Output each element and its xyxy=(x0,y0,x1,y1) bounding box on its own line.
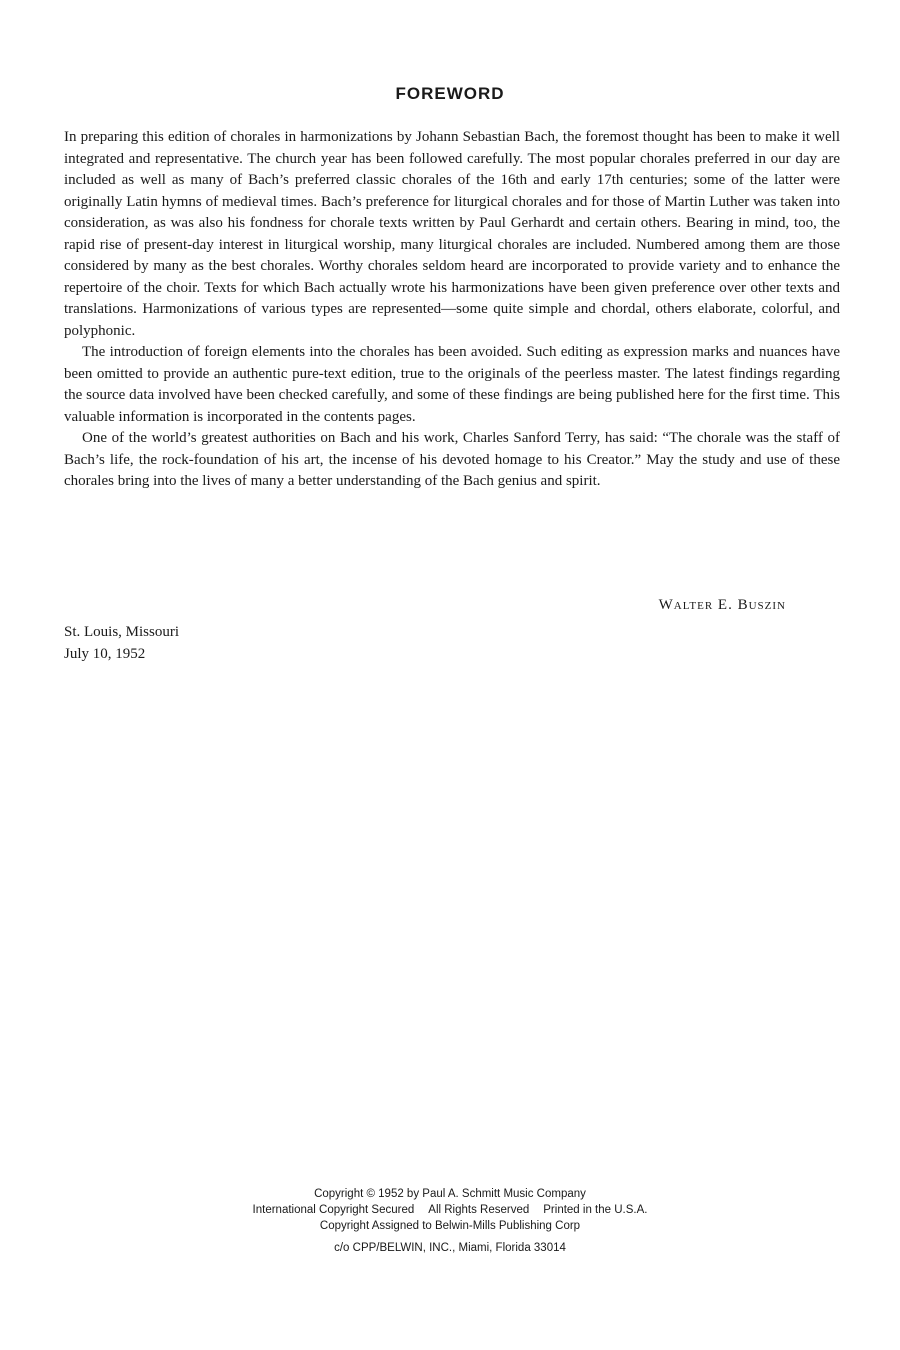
author-signature: Walter E. Buszin xyxy=(658,597,786,613)
place: St. Louis, Missouri xyxy=(64,624,180,640)
foreword-body xyxy=(64,127,840,493)
page-title: FOREWORD xyxy=(395,84,505,103)
copyright-line-2 xyxy=(0,1202,900,1218)
place-and-date xyxy=(64,621,179,665)
copyright-line-3: Copyright Assigned to Belwin-Mills Publishing Corp xyxy=(319,1220,581,1232)
copyright-secured: International Copyright Secured xyxy=(252,1204,415,1216)
paragraph-3: One of the world’s greatest authorities on Bach and his work, Charles Sanford Terry, has said: “The chorale was the staff of Bach’s life, the rock-foundation of his art, the incense of his devoted homage to his Creator.” May the study and use of these chorales bring into the lives of many a better understanding of the Bach genius and spirit. xyxy=(64,430,840,489)
paragraph-1: In preparing this edition of chorales in harmonizations by Johann Sebastian Bach, the foremost thought has been to make it well integrated and representative. The church year has been followed carefully. The most popular chorales preferred in our day are included as well as many of Bach’s preferred classic chorales of the 16th and early 17th centuries; some of the latter were originally Latin hymns of medieval times. Bach’s preference for liturgical chorales and for those of Martin Luther was taken into consideration, as was also his fondness for chorale texts written by Paul Gerhardt and certain others. Bearing in mind, too, the rapid rise of present-day interest in liturgical worship, many liturgical chorales are included. Numbered among them are those considered by many as the best chorales. Worthy chorales seldom heard are incorporated to provide variety and to enhance the repertoire of the choir. Texts for which Bach actually wrote his harmonizations have been given preference over other texts and translations. Harmonizations of various types are represented—some quite simple and chordal, others elaborate, colorful, and polyphonic. xyxy=(64,129,840,339)
copyright-notice xyxy=(0,1186,900,1256)
rights-reserved: All Rights Reserved xyxy=(428,1204,530,1216)
copyright-line-4: c/o CPP/BELWIN, INC., Miami, Florida 33014 xyxy=(334,1242,566,1254)
copyright-line-1: Copyright © 1952 by Paul A. Schmitt Music Company xyxy=(314,1188,586,1200)
paragraph-2: The introduction of foreign elements into the chorales has been avoided. Such editing as expression marks and nuances have been omitted to provide an authentic pure-text edition, true to the originals of the peerless master. The latest findings regarding the source data involved have been checked carefully, and some of these findings are being published here for the first time. This valuable information is incorporated in the contents pages. xyxy=(64,344,840,425)
printed-in: Printed in the U.S.A. xyxy=(543,1204,648,1216)
date: July 10, 1952 xyxy=(64,646,146,662)
